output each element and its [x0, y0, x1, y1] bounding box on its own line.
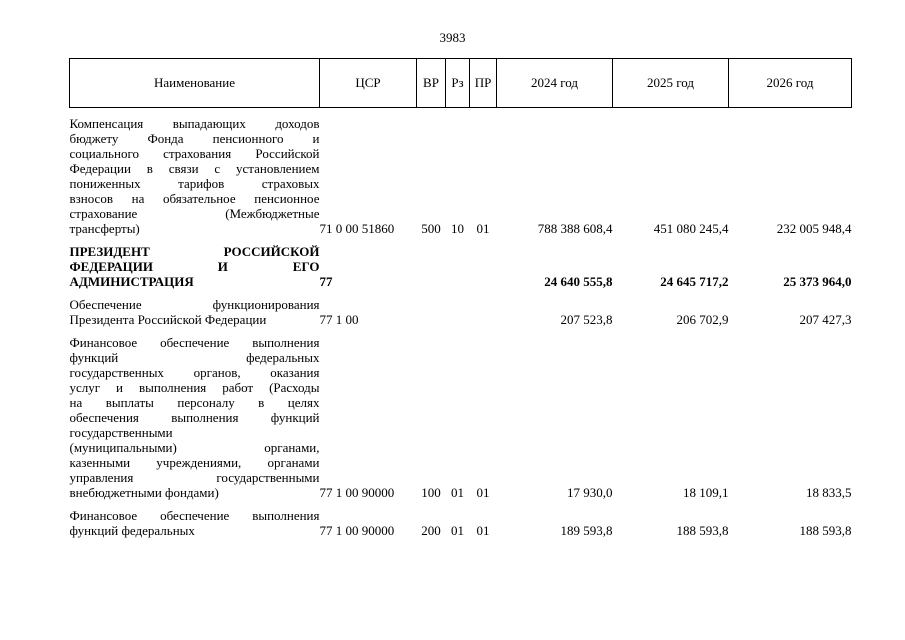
cell-name-line: Финансовое обеспечение выполнения	[69, 335, 320, 350]
table-row	[70, 244, 852, 289]
cell-name-line: Компенсация выпадающих доходов	[69, 116, 320, 131]
row-spacer-cell	[70, 327, 852, 335]
row-spacer	[70, 500, 852, 508]
cell-csr: 71 0 00 51860	[319, 221, 395, 236]
cell-vr	[417, 244, 446, 289]
cell-name-line: Президента Российской Федерации	[69, 312, 267, 327]
cell-name-line: услуг и выполнения работ (Расходы	[69, 380, 320, 395]
cell-name-line: обеспечения выполнения функций	[69, 410, 320, 425]
row-spacer-cell	[70, 108, 852, 117]
table-row	[70, 297, 852, 327]
cell-2025: 24 645 717,2	[660, 274, 729, 289]
cell-pr	[470, 297, 497, 327]
cell-name	[70, 297, 320, 327]
cell-name-line: функций федеральных	[69, 350, 320, 365]
cell-2026: 18 833,5	[806, 485, 852, 500]
table-row	[70, 335, 852, 500]
cell-name-line: Обеспечение функционирования	[69, 297, 320, 312]
cell-2025: 206 702,9	[676, 312, 729, 327]
budget-table	[69, 58, 852, 538]
cell-name-line: бюджету Фонда пенсионного и	[69, 131, 320, 146]
header-rz: Рз	[446, 59, 470, 108]
cell-vr: 200	[421, 523, 441, 538]
cell-rz: 10	[451, 221, 464, 236]
cell-2026: 232 005 948,4	[776, 221, 852, 236]
cell-2025: 451 080 245,4	[653, 221, 729, 236]
cell-name-line: государственных органов, оказания	[69, 365, 320, 380]
cell-name-line: взносов на обязательное пенсионное	[69, 191, 320, 206]
cell-pr: 01	[476, 485, 490, 500]
cell-name-line: казенными учреждениями, органами	[69, 455, 320, 470]
cell-csr: 77 1 00 90000	[319, 523, 395, 538]
row-spacer	[70, 108, 852, 117]
cell-2024: 17 930,0	[567, 485, 613, 500]
header-pr: ПР	[470, 59, 497, 108]
cell-2024: 207 523,8	[560, 312, 613, 327]
cell-name-line: Федерации в связи с установлением	[69, 161, 320, 176]
cell-pr	[470, 244, 497, 289]
header-2026: 2026 год	[729, 59, 852, 108]
page-number: 3983	[439, 30, 466, 45]
cell-vr: 100	[421, 485, 441, 500]
cell-rz: 01	[451, 523, 464, 538]
cell-name	[70, 508, 320, 538]
cell-2025: 18 109,1	[683, 485, 729, 500]
cell-name-line: внебюджетными фондами)	[69, 485, 219, 500]
cell-name	[70, 335, 320, 500]
header-2025: 2025 год	[613, 59, 729, 108]
row-spacer	[70, 236, 852, 244]
cell-name-line: Финансовое обеспечение выполнения	[69, 508, 320, 523]
cell-2026: 25 373 964,0	[783, 274, 852, 289]
header-vr: ВР	[417, 59, 446, 108]
cell-rz	[446, 297, 470, 327]
cell-2026: 207 427,3	[799, 312, 852, 327]
cell-name-line: ФЕДЕРАЦИИ И ЕГО	[69, 259, 320, 274]
cell-name-line: (муниципальными) органами,	[69, 440, 320, 455]
header-name: Наименование	[70, 59, 320, 108]
cell-name-line: ПРЕЗИДЕНТ РОССИЙСКОЙ	[69, 244, 320, 259]
table-row	[70, 116, 852, 236]
row-spacer-cell	[70, 500, 852, 508]
cell-2024: 24 640 555,8	[544, 274, 613, 289]
cell-name	[70, 116, 320, 236]
cell-rz	[446, 244, 470, 289]
cell-2025: 188 593,8	[676, 523, 729, 538]
cell-pr: 01	[476, 523, 490, 538]
cell-2024: 788 388 608,4	[537, 221, 613, 236]
cell-name-line: трансферты)	[69, 221, 140, 236]
cell-vr	[417, 297, 446, 327]
header-csr: ЦСР	[320, 59, 417, 108]
cell-pr: 01	[476, 221, 490, 236]
header-2024: 2024 год	[497, 59, 613, 108]
cell-name-line: управления государственными	[69, 470, 320, 485]
row-spacer	[70, 289, 852, 297]
cell-name-line: социального страхования Российской	[69, 146, 320, 161]
cell-csr: 77 1 00 90000	[319, 485, 395, 500]
row-spacer	[70, 327, 852, 335]
cell-name-line: страхование (Межбюджетные	[69, 206, 320, 221]
table-row	[70, 508, 852, 538]
row-spacer-cell	[70, 289, 852, 297]
cell-2026: 188 593,8	[799, 523, 852, 538]
row-spacer-cell	[70, 236, 852, 244]
table-header-row	[70, 59, 852, 108]
cell-name-line: пониженных тарифов страховых	[69, 176, 320, 191]
cell-name-line: государственными	[69, 425, 173, 440]
cell-2024: 189 593,8	[560, 523, 613, 538]
cell-name	[70, 244, 320, 289]
table-body	[70, 108, 852, 539]
cell-rz: 01	[451, 485, 464, 500]
cell-name-line: на выплаты персоналу в целях	[69, 395, 320, 410]
cell-csr: 77 1 00	[319, 312, 359, 327]
cell-name-line: функций федеральных	[69, 523, 195, 538]
cell-csr: 77	[319, 274, 333, 289]
cell-name-line: АДМИНИСТРАЦИЯ	[69, 274, 194, 289]
cell-vr: 500	[421, 221, 441, 236]
